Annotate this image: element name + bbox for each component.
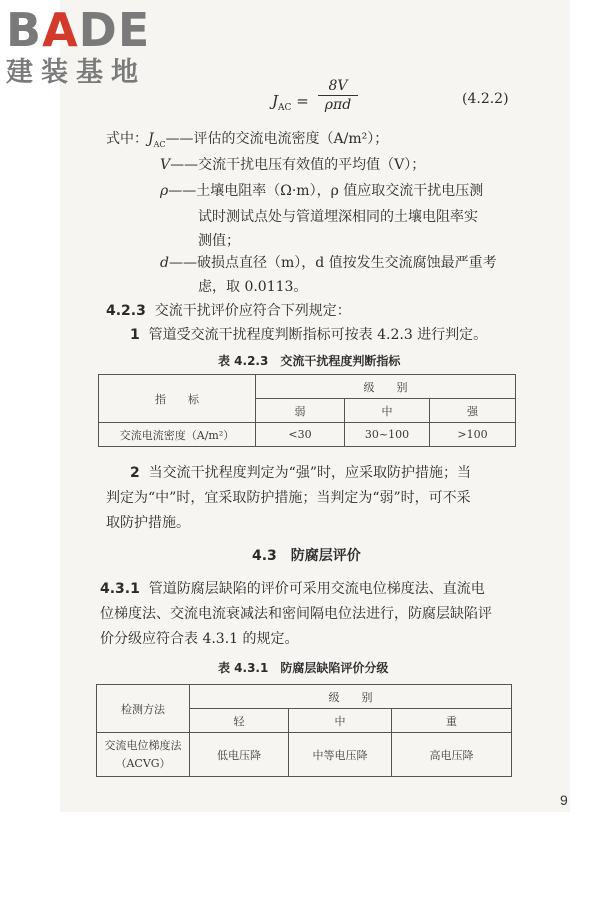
definition-d-line2: 虑，取 0.0113。 [198,279,308,295]
table-4-3-1-header-method: 检测方法 [97,685,190,733]
definition-jac: 式中：$J_{AC}——$评估的交流电流密度（A/m²）； [106,131,389,149]
table-4-3-1-level-light: 轻 [190,709,289,733]
table-4-3-1-caption: 表 4.3.1 防腐层缺陷评价分级 [218,661,389,675]
logo-brand-en: BADE [6,3,151,57]
definition-rho: ρ——土壤电阻率（Ω·m），ρ 值应取交流干扰电压测 [160,183,484,199]
table-4-3-1-header-level: 级 别 [190,685,512,709]
table-4-2-3-value-weak: <30 [256,423,345,447]
clause-4-2-3-item-2: 2 当交流干扰程度判定为“强”时，应采取防护措施；当 [130,465,471,481]
clause-4-2-3: 4.2.3 交流干扰评价应符合下列规定： [106,303,351,319]
formula-lhs: $J_{AC}$ = [272,92,309,113]
table-4-3-1-row-label: 交流电位梯度法 （ACVG） [97,733,190,777]
table-4-2-3-level-strong: 强 [430,399,516,423]
formula-fraction [318,78,358,113]
table-4-2-3-header-level: 级 别 [256,375,516,399]
section-4-3-title: 4.3 防腐层评价 [252,548,361,564]
clause-4-3-1-line3: 价分级应符合表 4.3.1 的规定。 [100,631,299,647]
logo-brand-cn: 建装基地 [6,57,146,88]
table-4-2-3 [98,374,516,447]
table-4-2-3-value-medium: 30~100 [345,423,430,447]
formula-denominator: ρπd [324,97,352,113]
table-4-3-1-value-heavy: 高电压降 [392,733,512,777]
table-4-2-3-header-index: 指 标 [99,375,256,423]
table-4-2-3-level-medium: 中 [345,399,430,423]
formula-numerator: 8V [318,78,358,96]
definition-rho-line2: 试时测试点处与管道埋深相同的土壤电阻率实 [198,209,478,225]
table-4-3-1-level-heavy: 重 [392,709,512,733]
definition-rho-line3: 测值； [198,233,240,249]
clause-4-2-3-item-2-line3: 取防护措施。 [106,515,190,531]
clause-4-3-1: 4.3.1 管道防腐层缺陷的评价可采用交流电位梯度法、直流电 [100,581,485,597]
table-4-2-3-level-weak: 弱 [256,399,345,423]
clause-4-3-1-line2: 位梯度法、交流电流衰减法和密间隔电位法进行，防腐层缺陷评 [100,606,492,622]
formula-number: (4.2.2) [462,91,509,107]
table-4-2-3-caption: 表 4.2.3 交流干扰程度判断指标 [218,354,401,368]
table-4-3-1-level-medium: 中 [289,709,392,733]
table-4-2-3-value-strong: >100 [430,423,516,447]
table-4-3-1 [96,684,512,777]
definition-d: d——破损点直径（m），d 值按发生交流腐蚀最严重考 [160,255,497,271]
table-4-3-1-value-light: 低电压降 [190,733,289,777]
definition-v: V——交流干扰电压有效值的平均值（V）； [160,157,426,173]
clause-4-2-3-item-2-line2: 判定为“中”时，宜采取防护措施；当判定为“弱”时，可不采 [106,490,471,506]
table-4-3-1-value-medium: 中等电压降 [289,733,392,777]
brand-logo [6,3,151,90]
table-4-2-3-row-label: 交流电流密度（A/m²） [99,423,256,447]
clause-4-2-3-item-1: 1 管道受交流干扰程度判断指标可按表 4.2.3 进行判定。 [130,327,488,343]
page-number: 9 [560,792,568,808]
